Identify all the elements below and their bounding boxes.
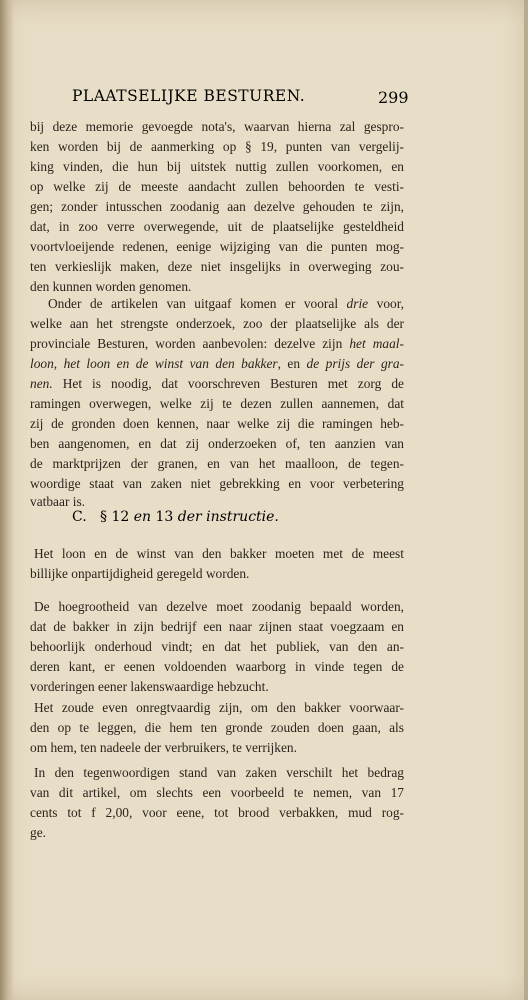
text-line: ramingen overwegen, welke zij te dezen zullen aannemen, dat	[30, 396, 404, 411]
text-line: In den tegenwoordigen stand van zaken verschilt het bedrag	[34, 765, 404, 780]
text-line: loon, het loon en de winst van den bakker, en de prijs der gra-	[30, 356, 405, 371]
text-line: ge.	[30, 825, 46, 840]
text-line: de marktprijzen der granen, en van het maalloon, de tegen-	[30, 456, 404, 471]
running-head: PLAATSELIJKE BESTUREN.	[72, 87, 306, 105]
text-line: ten verkieslijk maken, deze niet insgelijks in overweging zou-	[30, 259, 404, 274]
text-line: voortvloeijende redenen, eenige wijziging van die punten mog-	[30, 239, 404, 254]
text-line: billijke onpartijdigheid geregeld worden.	[30, 566, 250, 581]
text-line: deren kant, er eenen voldoenden waarborg in vinde tegen de	[30, 659, 404, 674]
page-edge	[524, 0, 528, 1000]
text-line: vorderingen eener lakenswaardige hebzucht.	[30, 679, 269, 694]
text-line: ben aangenomen, en dat zij onderzoeken of, ten aanzien van	[30, 436, 404, 451]
text-line: gen; zonder intusschen zoodanig aan dezelve gehouden te zijn,	[30, 199, 404, 214]
text-line: welke aan het strengste onderzoek, zoo der plaatselijke als der	[30, 316, 404, 331]
text-line: ken worden bij de aanmerking op § 19, punten van vergelij-	[30, 139, 404, 154]
text-line: dat de bakker in zijn bedrijf een naar zijnen staat voegzaam en	[30, 619, 404, 634]
text-line: Het loon en de winst van den bakker moeten met de meest	[34, 546, 404, 561]
text-line: woordige staat van zaken niet gebrekking en voor verbetering	[30, 476, 404, 491]
text-line: cents tot f 2,00, voor eene, tot brood verbakken, mud rog-	[30, 805, 404, 820]
text-line: king vinden, die hun bij uitstek nuttig zullen voorkomen, en	[30, 159, 404, 174]
text-line: zij de gronden doen kennen, naar welke zij die ramingen heb-	[30, 416, 404, 431]
text-line: vatbaar is.	[30, 494, 86, 509]
page-spine-shadow	[0, 0, 14, 1000]
text-line: bij deze memorie gevoegde nota's, waarvan hierna zal gespro-	[30, 119, 404, 134]
text-line: van dit artikel, om slechts een voorbeeld te nemen, van 17	[30, 785, 404, 800]
text-line: behoorlijk onderhoud vindt; en dat het publiek, van den an-	[30, 639, 404, 654]
text-line: den kunnen worden genomen.	[30, 279, 192, 294]
text-line: Het zoude even onregtvaardig zijn, om den bakker voorwaar-	[34, 700, 404, 715]
page-number: 299	[378, 88, 409, 107]
text-line: om hem, ten nadeele der verbruikers, te verrijken.	[30, 740, 297, 755]
section-heading: C. § 12 en 13 der instructie.	[72, 509, 279, 525]
text-line: op welke zij de meeste aandacht zullen behoorden te vesti-	[30, 179, 404, 194]
text-line: De hoegrootheid van dezelve moet zoodanig bepaald worden,	[34, 599, 404, 614]
text-line: nen. Het is noodig, dat voorschreven Besturen met zorg de	[30, 376, 404, 391]
text-line: provinciale Besturen, worden aanbevolen: dezelve zijn het maal-	[30, 336, 404, 351]
text-line: dat, in zoo verre overwegende, uit de plaatselijke gesteldheid	[30, 219, 404, 234]
text-line: Onder de artikelen van uitgaaf komen er vooral drie voor,	[48, 296, 404, 311]
text-line: den op te leggen, die hem ten gronde zouden doen gaan, als	[30, 720, 404, 735]
